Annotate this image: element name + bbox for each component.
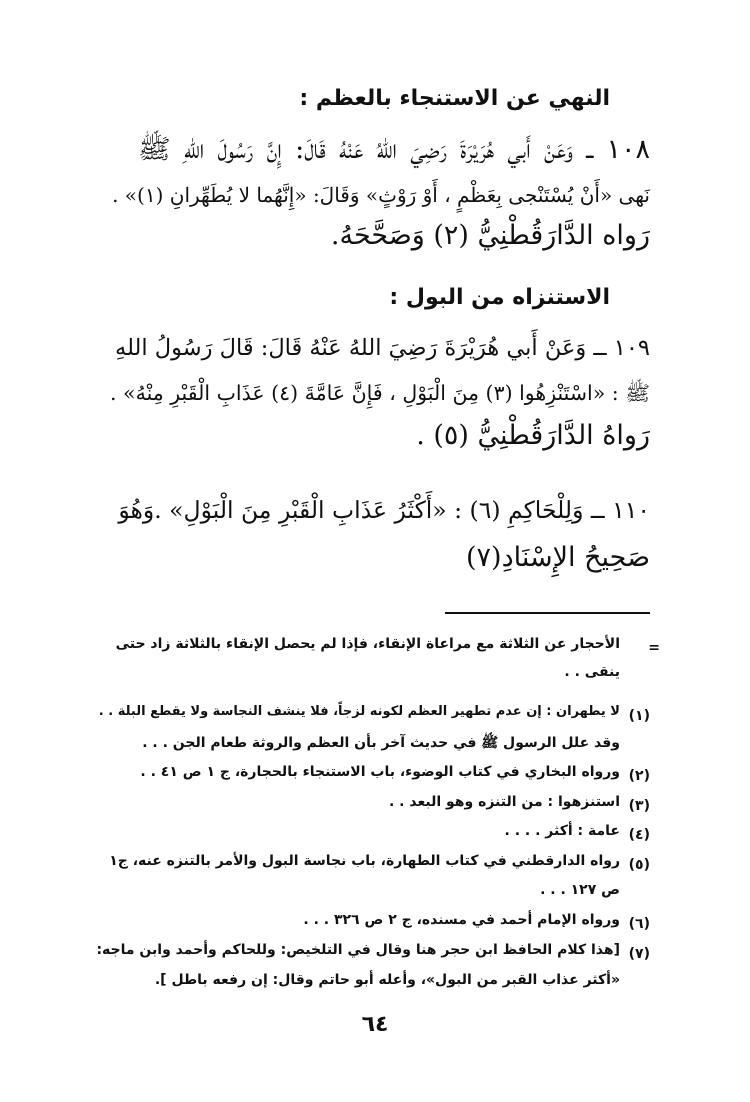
footnote-6-line-1: ورواه الإمام أحمد في مسنده، ج ٢ ص ٣٢٦ . . . — [303, 912, 620, 928]
section-heading-urine: الاستنزاه من البول : — [389, 285, 610, 310]
section-heading-bone: النهي عن الاستنجاء بالعظم : — [299, 86, 610, 111]
hadith-108-line-1: ١٠٨ ــ وَعَنْ أَبي هُرَيْرَةَ رَضِيَ اللهُ عَنْهُ قَالَ: إِنَّ رَسُولَ اللهِ ﷺ — [138, 134, 650, 165]
footnote-continuation-line-2: ينقى . . — [564, 664, 620, 680]
continuation-mark: = — [648, 640, 660, 656]
footnote-7-number: (٧) — [628, 946, 650, 962]
hadith-109-line-3: رَواهُ الدَّارَقُطْنِيُّ (٥) . — [416, 420, 650, 451]
footnote-separator — [445, 612, 650, 614]
footnote-6-number: (٦) — [628, 916, 650, 932]
footnote-3-number: (٣) — [628, 798, 650, 814]
footnote-7-line-1: [هذا كلام الحافظ ابن حجر هنا وقال في التلخيص: وللحاكم وأحمد وابن ماجه: — [96, 942, 620, 958]
hadith-110-line-2: صَحِيحُ الإِسْنَادِ(٧) — [465, 542, 650, 573]
footnote-3-line-1: استنزهوا : من التنزه وهو البعد . . — [388, 794, 620, 810]
hadith-108-line-3: رَواه الدَّارَقُطْنِيُّ (٢) وَصَحَّحَهُ. — [330, 220, 650, 251]
footnote-1-number: (١) — [628, 708, 650, 724]
hadith-110-line-1: ١١٠ ــ وَلِلْحَاكِمِ (٦) : «أَكْثَرُ عَذَابِ الْقَبْرِ مِنَ الْبَوْلِ» .وَهُوَ — [118, 496, 650, 524]
page-number: ٦٤ — [361, 1012, 389, 1037]
hadith-109-line-1: ١٠٩ ــ وَعَنْ أَبي هُرَيْرَةَ رَضِيَ اللهُ عَنْهُ قَالَ: قَالَ رَسُولُ اللهِ — [115, 335, 650, 361]
footnote-2-number: (٢) — [628, 768, 650, 784]
hadith-108-line-2: نَهى «أَنْ يُسْتَنْجى بِعَظْمٍ ، أَوْ رَوْثٍ» وَقَالَ: «إِنَّهُما لا يُطَهِّرانِ (١)» . — [112, 183, 650, 207]
footnote-7-line-2: «أكثر عذاب القبر من البول»، وأعله أبو حاتم وقال: إن رفعه باطل ]. — [154, 972, 620, 988]
footnote-5-line-1: رواه الدارقطني في كتاب الطهارة، باب نجاسة البول والأمر بالتنزه عنه، ج١ — [109, 853, 620, 869]
footnote-5-number: (٥) — [628, 857, 650, 873]
footnote-2-line-1: ورواه البخاري في كتاب الوضوء، باب الاستنجاء بالحجارة، ج ١ ص ٤١ . . — [140, 764, 620, 780]
footnote-5-line-2: ص ١٢٧ . . . — [540, 882, 620, 898]
footnote-1-line-1: لا يطهران : إن عدم تطهير العظم لكونه لزجاً، فلا ينشف النجاسة ولا يقطع البلة . . — [98, 704, 620, 719]
footnote-continuation-line-1: الأحجار عن الثلاثة مع مراعاة الإنقاء، فإذا لم يحصل الإنقاء بالثلاثة زاد حتى — [115, 636, 620, 652]
footnote-4-number: (٤) — [628, 827, 650, 843]
hadith-109-line-2: ﷺ : «اسْتَنْزِهُوا (٣) مِنَ الْبَوْلِ ، فَإِنَّ عَامَّةَ (٤) عَذَابِ الْقَبْرِ مِنْهُ» . — [110, 381, 650, 405]
footnote-4-line-1: عامة : أكثر . . . . — [504, 823, 620, 839]
footnote-1-line-2: وقد علل الرسول ﷺ في حديث آخر بأن العظم والروثة طعام الجن . . . — [142, 735, 620, 751]
